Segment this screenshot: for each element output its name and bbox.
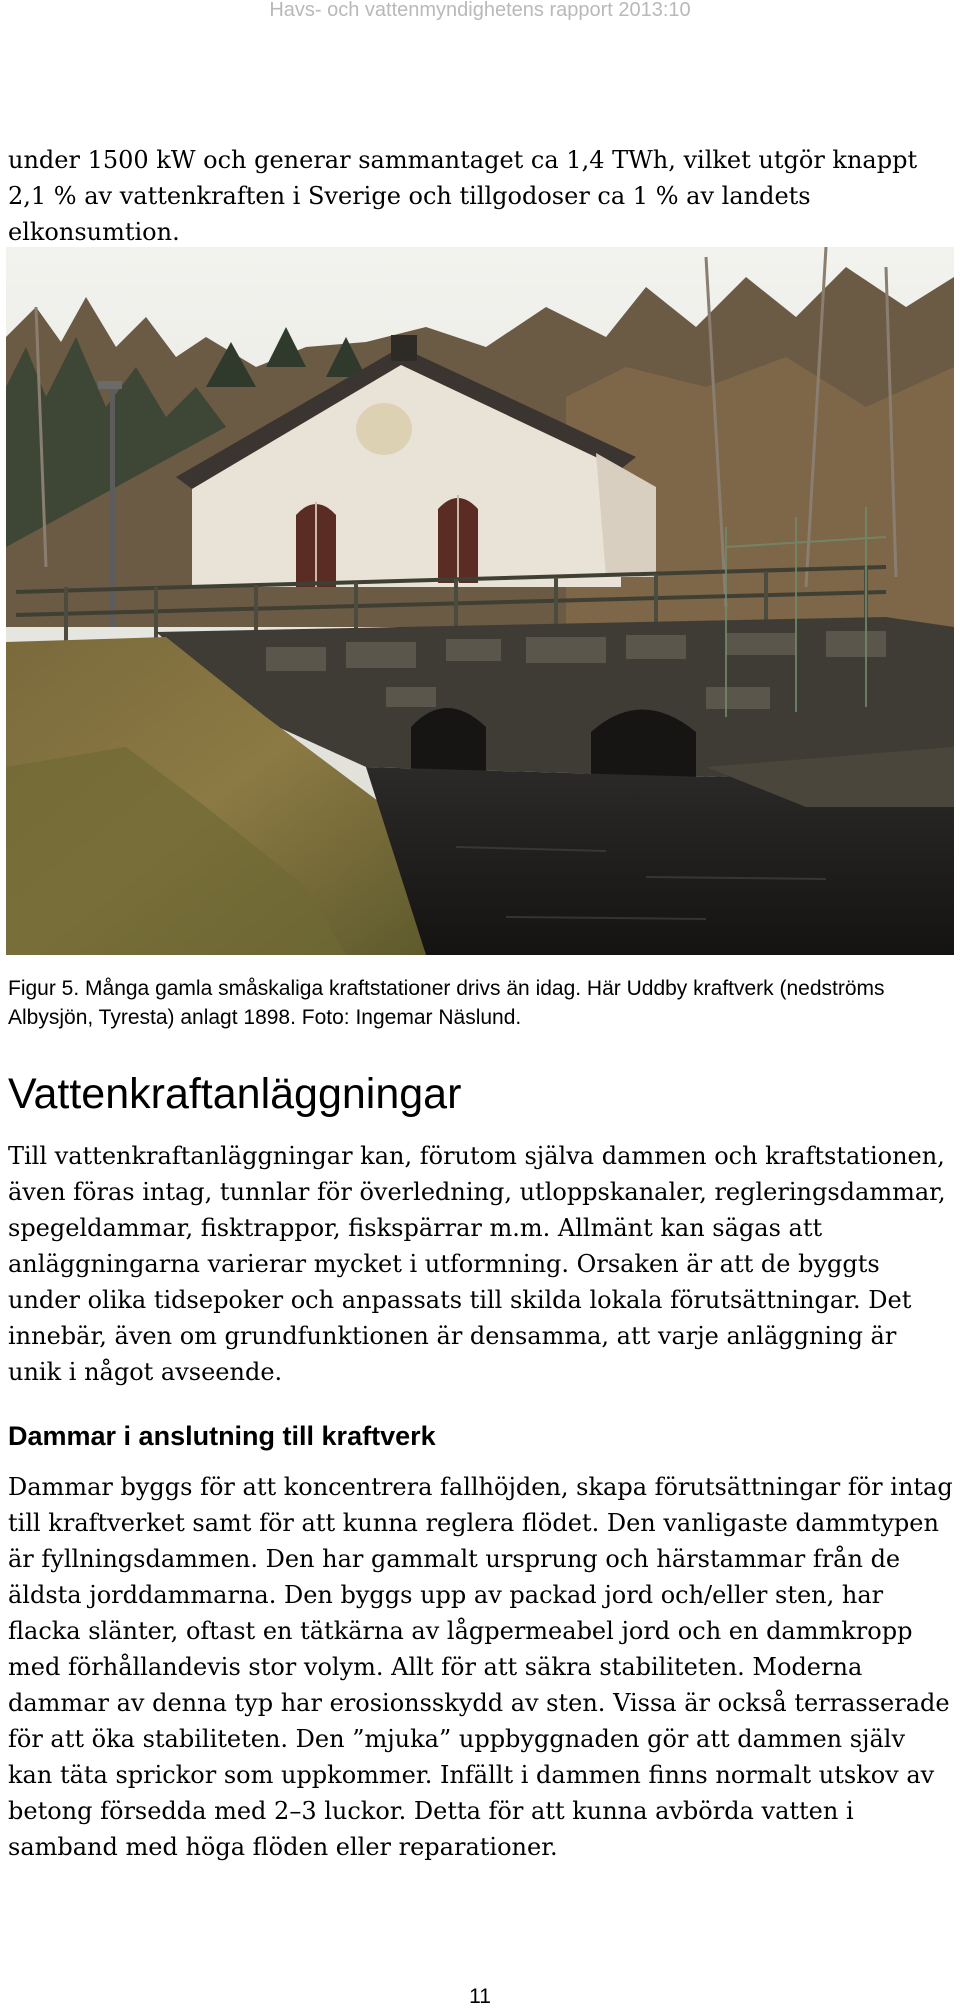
figure-caption: Figur 5. Många gamla småskaliga kraftstationer drivs än idag. Här Uddby kraftverk (nedströms Albysjön, Tyresta) anlagt 1898. Foto: Ingemar Näslund.	[8, 977, 885, 1029]
page-header: Havs- och vattenmyndighetens rapport 2013:10	[269, 0, 691, 21]
subsection-heading: Dammar i anslutning till kraftverk	[8, 1421, 436, 1451]
subsection-paragraph: Dammar byggs för att koncentrera fallhöjden, skapa förutsättningar för intag till kraftverket samt för att kunna reglera flödet. Den vanligaste dammtypen är fyllningsdammen. Den har gammalt ursprung och härstammar från de äldsta jorddammarna. Den byggs upp av packad jord och/eller sten, har flacka slänter, oftast en tätkärna av lågpermeabel jord och en dammkropp med förhållandevis stor volym. Allt för att säkra stabiliteten. Moderna dammar av denna typ har erosionsskydd av sten. Vissa är också terrasserade för att öka stabiliteten. Den ”mjuka” uppbyggnaden gör att dammen själv kan täta sprickor som uppkommer. Infällt i dammen finns normalt utskov av betong försedda med 2–3 luckor. Detta för att kunna avbörda vatten i samband med höga flöden eller reparationer.	[8, 1473, 953, 1861]
intro-paragraph: under 1500 kW och generar sammantaget ca 1,4 TWh, vilket utgör knappt 2,1 % av vattenkraften i Sverige och tillgodoser ca 1 % av landets elkonsumtion.	[8, 146, 918, 246]
section-heading: Vattenkraftanläggningar	[8, 1070, 462, 1118]
section-paragraph: Till vattenkraftanläggningar kan, förutom själva dammen och kraftstationen, även föras intag, tunnlar för överledning, utloppskanaler, regleringsdammar, spegeldammar, fisktrappor, fiskspärrar m.m. Allmänt kan sägas att anläggningarna varierar mycket i utformning. Orsaken är att de byggts under olika tidsepoker och anpassats till skilda lokala förutsättningar. Det innebär, även om grundfunktionen är densamma, att varje anläggning är unik i något avseende.	[8, 1142, 946, 1386]
figure-photo	[6, 247, 954, 955]
power-station-photo	[6, 247, 954, 955]
page-number: 11	[469, 1985, 491, 2008]
